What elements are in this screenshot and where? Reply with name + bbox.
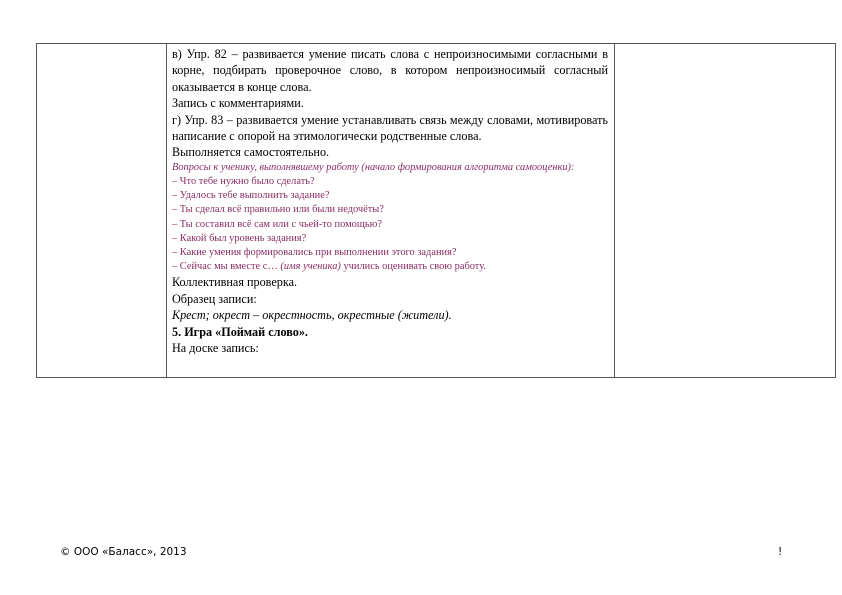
question-last-end: учились оценивать свою работу. (340, 261, 486, 273)
sample-text: Крест; окрест – окрестность, окрестные (жители). (172, 308, 452, 323)
question-item: – Удалось тебе выполнить задание? (172, 190, 330, 202)
exercise-83-paragraph: г) Упр. 83 – развивается умение устанавливать связь между словами, мотивировать написание с опорой на этимологически родственные слова. (172, 112, 608, 144)
lesson-table (36, 43, 836, 378)
exercise-82-note: Запись с комментариями. (172, 96, 304, 111)
question-item: – Ты составил всё сам или с чьей-то помощью? (172, 218, 382, 230)
table-right-column (615, 44, 835, 377)
exercise-82-paragraph: в) Упр. 82 – развивается умение писать слова с непроизносимыми согласными в корне, подбирать проверочное слово, в котором непроизносимый согласный оказывается в конце слова. (172, 47, 608, 94)
self-assessment-intro: Вопросы к ученику, выполнявшему работу (начало формирования алгоритма самооценки): (172, 161, 575, 173)
footer-copyright: © ООО «Баласс», 2013 (60, 546, 187, 558)
question-item: – Какой был уровень задания? (172, 232, 307, 244)
board-note: На доске запись: (172, 341, 259, 356)
question-item: – Ты сделал всё правильно или были недочёты? (172, 204, 384, 216)
sample-label: Образец записи: (172, 291, 257, 306)
question-last-italic: (имя ученика) (280, 261, 341, 273)
question-item-last (172, 260, 608, 274)
table-left-column (37, 44, 167, 377)
game-heading: 5. Игра «Поймай слово». (172, 324, 308, 339)
question-item: – Что тебе нужно было сделать? (172, 176, 315, 188)
table-content-column (167, 44, 615, 377)
exercise-83-note: Выполняется самостоятельно. (172, 145, 330, 160)
question-item: – Какие умения формировались при выполнении этого задания? (172, 247, 457, 259)
page-mark: ! (778, 546, 783, 558)
collective-check: Коллективная проверка. (172, 275, 298, 290)
question-last-start: – Сейчас мы вместе с… (172, 261, 281, 273)
